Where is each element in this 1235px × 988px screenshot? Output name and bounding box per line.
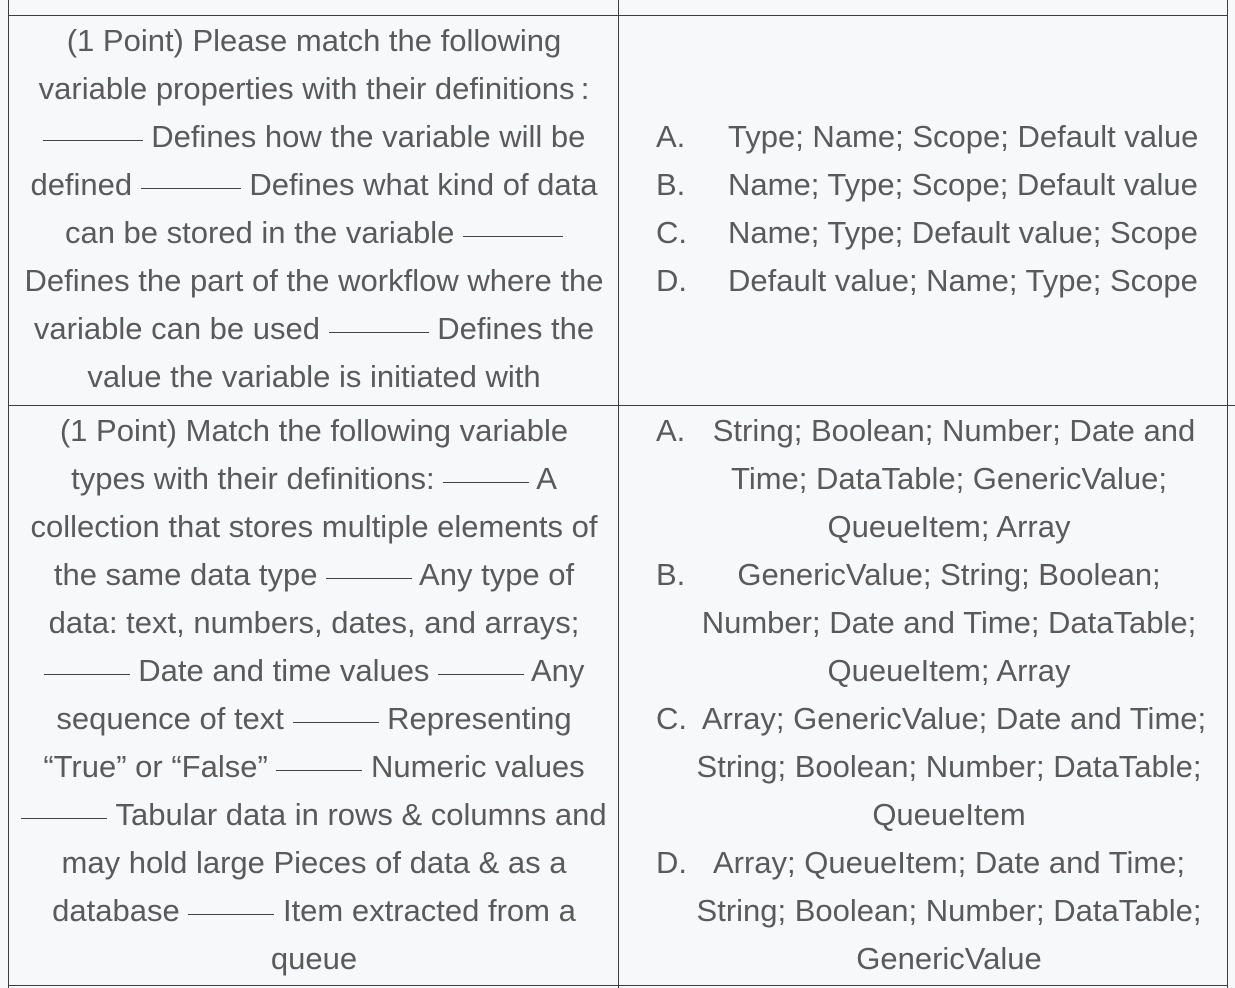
option-letter: D. — [656, 263, 687, 298]
option-letter: C. — [656, 215, 687, 250]
option-text: Default value; Name; Type; Scope — [728, 263, 1198, 298]
question-2-option-b[interactable] — [620, 551, 1228, 695]
question-2-text — [10, 407, 618, 983]
option-letter: D. — [656, 845, 687, 880]
option-letter: C. — [656, 701, 687, 736]
option-text: QueueItem — [872, 797, 1026, 832]
answer-blank[interactable] — [443, 482, 529, 483]
question-1-line: defined Defines what kind of data — [30, 167, 598, 202]
option-text: Name; Type; Default value; Scope — [728, 215, 1198, 250]
question-2-line: the same data type Any type of — [53, 557, 575, 592]
option-text: QueueItem; Array — [827, 653, 1071, 688]
question-1-line: variable properties with their definitions : — [38, 71, 590, 106]
option-letter: A. — [656, 413, 686, 448]
table-left-border — [8, 0, 9, 988]
question-2-option-a[interactable] — [620, 407, 1228, 551]
row-divider — [8, 405, 1235, 406]
option-text: String; Boolean; Number; Date and — [712, 413, 1196, 448]
question-1-line: (1 Point) Please match the following — [66, 23, 562, 58]
question-2-line: types with their definitions: A — [71, 461, 557, 496]
question-2-line: Tabular data in rows & columns and — [10, 791, 618, 839]
question-2-line: sequence of text Representing — [56, 701, 572, 736]
answer-blank[interactable] — [141, 188, 241, 189]
option-text: Array; GenericValue; Date and Time; — [701, 701, 1207, 736]
option-text: String; Boolean; Number; DataTable; — [696, 893, 1202, 928]
answer-blank[interactable] — [44, 674, 130, 675]
option-text: Name; Type; Scope; Default value — [728, 167, 1198, 202]
answer-blank[interactable] — [276, 770, 362, 771]
question-2-line: queue — [270, 941, 358, 976]
question-1-line: variable can be used Defines the — [33, 311, 595, 346]
option-text: GenericValue — [856, 941, 1042, 976]
question-2-option-d[interactable] — [620, 839, 1228, 983]
question-2-line: “True” or “False” Numeric values — [43, 749, 585, 784]
option-text: Type; Name; Scope; Default value — [728, 119, 1199, 154]
option-text: GenericValue; String; Boolean; — [737, 557, 1161, 592]
answer-blank[interactable] — [43, 140, 143, 141]
question-2-line: Date and time values Any — [10, 647, 618, 695]
answer-blank[interactable] — [21, 818, 107, 819]
option-text: Time; DataTable; GenericValue; — [731, 461, 1167, 496]
option-letter: B. — [656, 167, 686, 202]
option-letter: A. — [656, 119, 686, 154]
option-text: QueueItem; Array — [827, 509, 1071, 544]
option-text: Number; Date and Time; DataTable; — [701, 605, 1197, 640]
answer-blank[interactable] — [188, 914, 274, 915]
question-1-line: Defines how the variable will be — [10, 113, 618, 161]
answer-blank[interactable] — [293, 722, 379, 723]
question-2-line: may hold large Pieces of data & as a — [61, 845, 567, 880]
question-1-line: value the variable is initiated with — [87, 359, 541, 394]
answer-blank[interactable] — [463, 236, 563, 237]
option-text: String; Boolean; Number; DataTable; — [696, 749, 1202, 784]
answer-blank[interactable] — [329, 332, 429, 333]
question-2-line: (1 Point) Match the following variable — [59, 413, 569, 448]
question-1-line: Defines the part of the workflow where the — [24, 263, 604, 298]
answer-blank[interactable] — [326, 578, 412, 579]
question-2-option-c[interactable] — [620, 695, 1228, 839]
question-1-text — [10, 17, 618, 401]
question-1-line: can be stored in the variable — [10, 209, 618, 257]
option-text: Array; QueueItem; Date and Time; — [712, 845, 1186, 880]
column-divider — [618, 0, 619, 988]
question-2-line: collection that stores multiple elements of — [30, 509, 598, 544]
question-2-line: database Item extracted from a — [52, 893, 576, 928]
option-letter: B. — [656, 557, 686, 592]
answer-blank[interactable] — [438, 674, 524, 675]
question-2-line: data: text, numbers, dates, and arrays; — [48, 605, 580, 640]
